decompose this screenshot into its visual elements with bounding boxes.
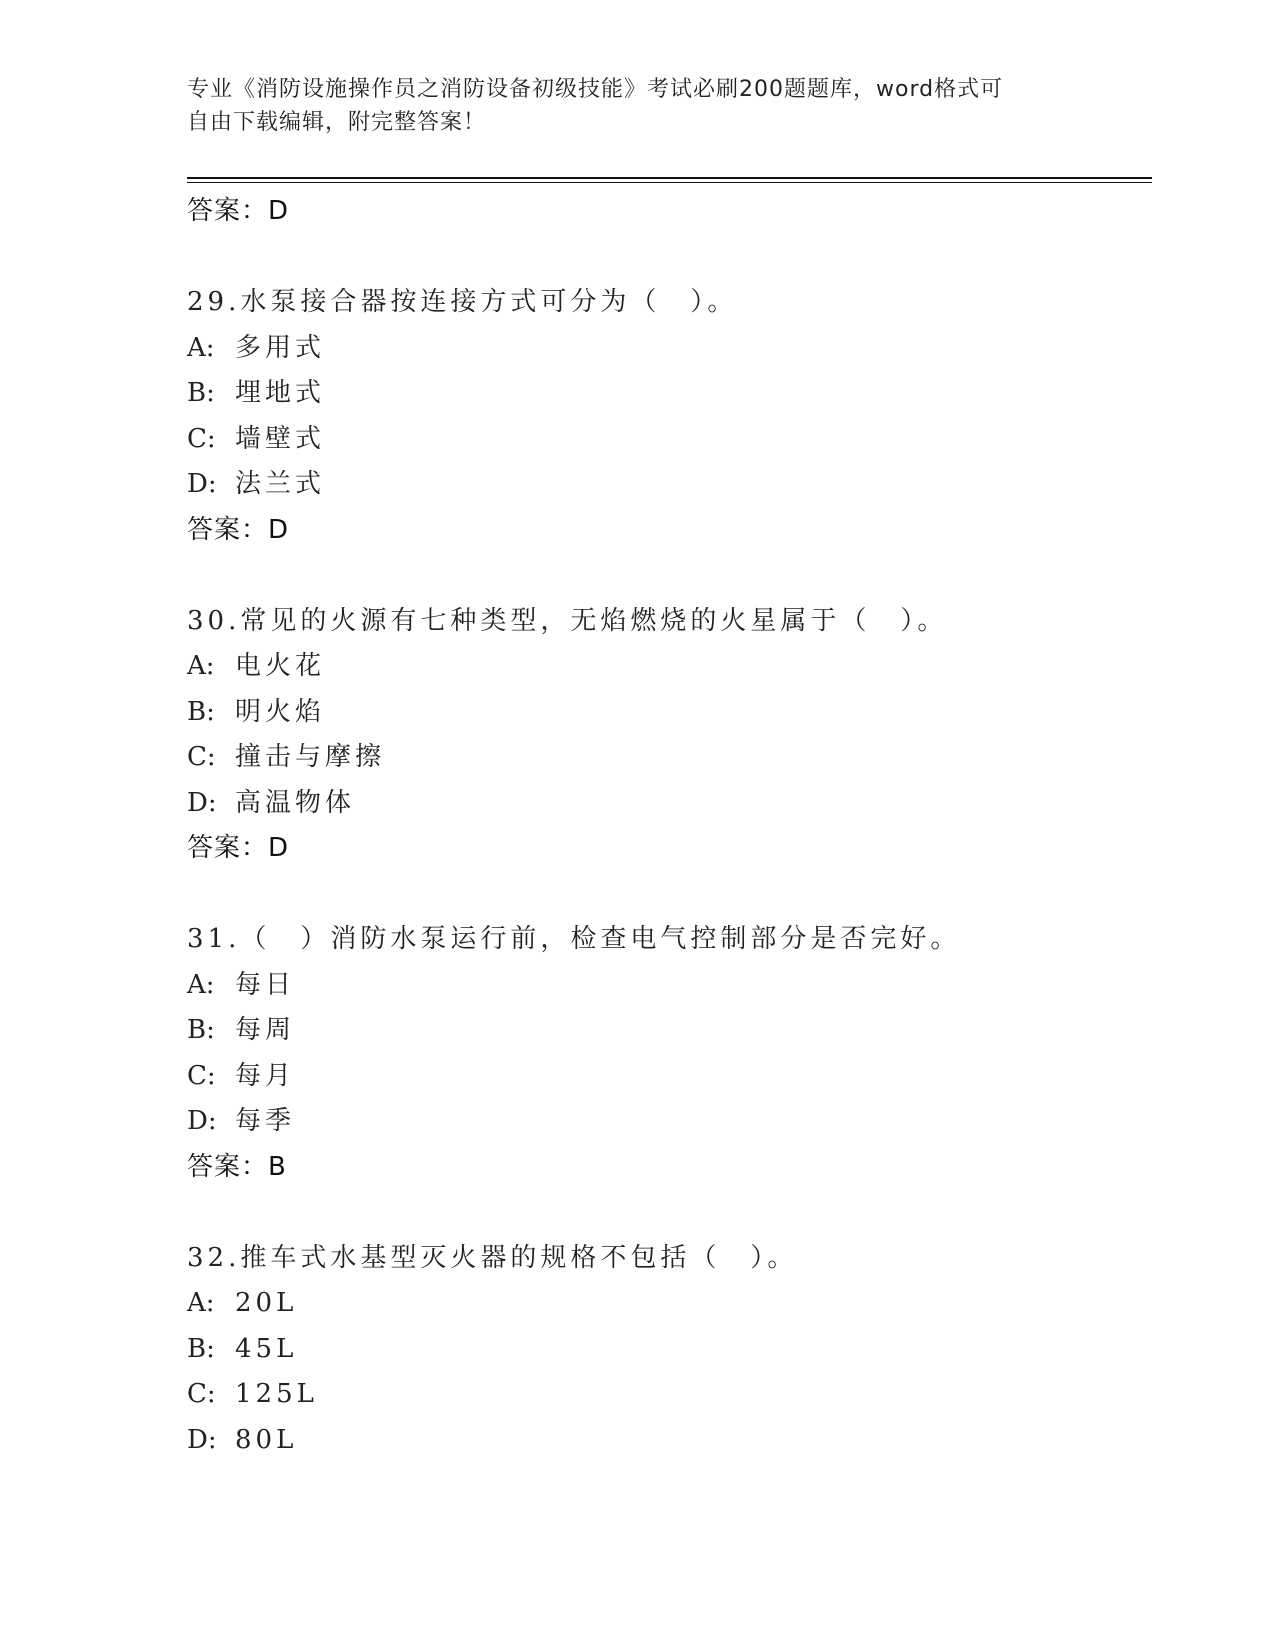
option-key: C: bbox=[187, 1379, 216, 1409]
header-line-2: 自由下载编辑，附完整答案！ bbox=[187, 110, 487, 135]
question-list bbox=[187, 189, 1152, 1463]
option-text: 撞击与摩擦 bbox=[235, 742, 386, 772]
option-d bbox=[187, 781, 1152, 827]
answer-line: 答案：D bbox=[187, 833, 290, 863]
option-b bbox=[187, 1327, 1152, 1373]
answer-line: 答案：D bbox=[187, 196, 290, 226]
answer-line: 答案：B bbox=[187, 1151, 287, 1182]
question-block bbox=[187, 280, 1152, 553]
option-a bbox=[187, 326, 1152, 372]
option-d bbox=[187, 1418, 1152, 1464]
header-line-1: 专业《消防设施操作员之消防设备初级技能》考试必刷200题题库，word格式可 bbox=[187, 77, 1004, 102]
option-c bbox=[187, 735, 1152, 781]
question-stem: 31.（ ）消防水泵运行前，检查电气控制部分是否完好。 bbox=[187, 924, 961, 954]
question-stem: 29.水泵接合器按连接方式可分为（ ）。 bbox=[187, 287, 738, 317]
option-text: 法兰式 bbox=[235, 469, 326, 499]
header-rule-thin bbox=[187, 182, 1152, 183]
option-key: B: bbox=[187, 378, 215, 408]
option-text: 高温物体 bbox=[235, 787, 356, 818]
question-block bbox=[187, 599, 1152, 872]
option-text: 45L bbox=[235, 1333, 298, 1364]
question-block bbox=[187, 1236, 1152, 1464]
option-d bbox=[187, 462, 1152, 508]
answer-line: 答案：D bbox=[187, 514, 290, 545]
question-stem: 30.常见的火源有七种类型，无焰燃烧的火星属于（ ）。 bbox=[187, 605, 948, 636]
spacer bbox=[187, 553, 1152, 599]
option-text: 125L bbox=[235, 1379, 318, 1409]
option-key: D: bbox=[187, 469, 217, 499]
option-text: 每季 bbox=[235, 1106, 296, 1136]
option-text: 墙壁式 bbox=[235, 423, 326, 454]
question-stem: 32.推车式水基型灭火器的规格不包括（ ）。 bbox=[187, 1242, 798, 1273]
spacer bbox=[187, 1190, 1152, 1236]
option-a bbox=[187, 963, 1152, 1009]
option-key: B: bbox=[187, 696, 215, 727]
option-key: B: bbox=[187, 1333, 215, 1364]
option-text: 电火花 bbox=[235, 651, 326, 681]
option-key: D: bbox=[187, 1424, 217, 1455]
option-key: A: bbox=[187, 332, 215, 363]
option-b bbox=[187, 690, 1152, 736]
option-a bbox=[187, 1281, 1152, 1327]
option-d bbox=[187, 1099, 1152, 1145]
option-text: 多用式 bbox=[235, 332, 326, 363]
option-text: 每月 bbox=[235, 1060, 296, 1091]
option-c bbox=[187, 1372, 1152, 1418]
option-key: A: bbox=[187, 1288, 215, 1318]
page-header bbox=[187, 73, 1067, 139]
option-b bbox=[187, 371, 1152, 417]
option-key: A: bbox=[187, 651, 215, 681]
spacer bbox=[187, 872, 1152, 918]
option-key: C: bbox=[187, 742, 216, 772]
question-block bbox=[187, 917, 1152, 1190]
spacer bbox=[187, 235, 1152, 281]
option-text: 每周 bbox=[235, 1015, 296, 1045]
option-b bbox=[187, 1008, 1152, 1054]
option-text: 明火焰 bbox=[235, 696, 326, 727]
option-a bbox=[187, 644, 1152, 690]
option-key: D: bbox=[187, 1106, 217, 1136]
option-text: 每日 bbox=[235, 969, 296, 1000]
option-key: C: bbox=[187, 1060, 216, 1091]
header-rule-thick bbox=[187, 177, 1152, 179]
option-key: D: bbox=[187, 787, 217, 818]
option-text: 80L bbox=[235, 1424, 298, 1455]
option-key: C: bbox=[187, 423, 216, 454]
option-c bbox=[187, 1054, 1152, 1100]
option-text: 20L bbox=[235, 1288, 298, 1318]
option-text: 埋地式 bbox=[235, 378, 326, 408]
option-key: B: bbox=[187, 1015, 215, 1045]
option-c bbox=[187, 417, 1152, 463]
option-key: A: bbox=[187, 969, 215, 1000]
